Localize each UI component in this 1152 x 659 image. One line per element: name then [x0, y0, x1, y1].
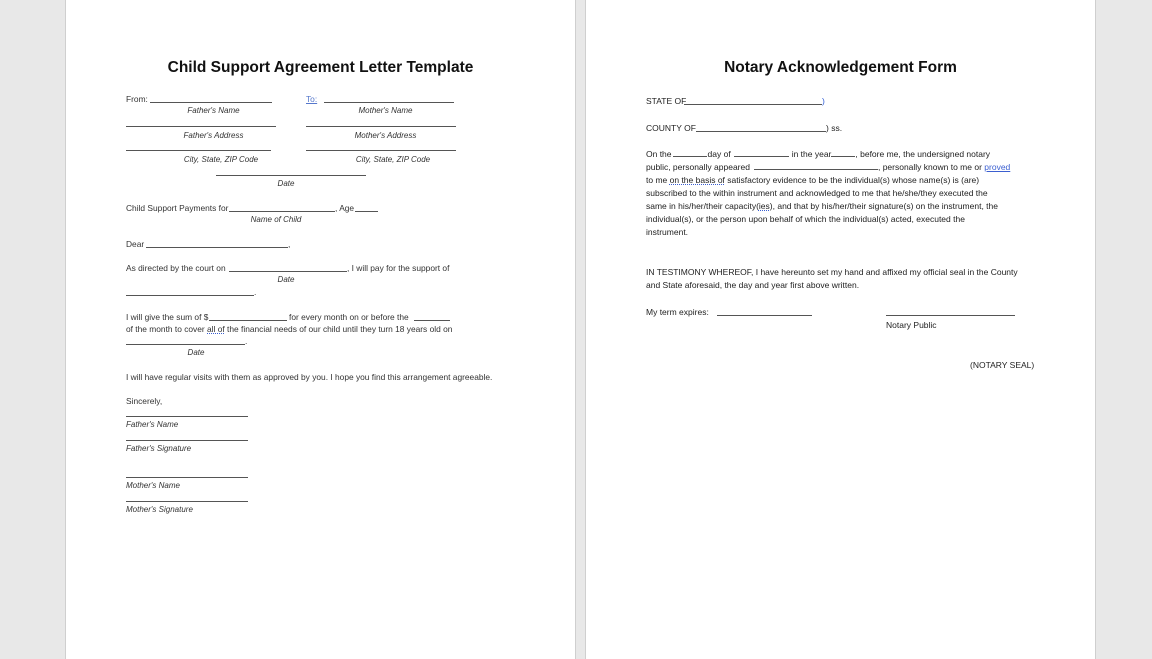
para1-line2: public, personally appeared , personally known to me or proved [646, 162, 1011, 172]
para1-line1: On the day of in the year , before me, the undersigned notary [646, 149, 991, 159]
father-signature-caption: Father's Signature [126, 444, 192, 453]
support-of-line [126, 295, 254, 296]
end-date-period: . [245, 336, 248, 346]
from-label: From: [126, 94, 148, 104]
para2-line1: IN TESTIMONY WHEREOF, I have hereunto set my hand and affixed my official seal in the County [646, 267, 1018, 277]
fathers-name-caption: Father's Name [187, 106, 240, 115]
father-signature-line [126, 440, 248, 441]
court-date-line [229, 271, 347, 272]
father-city-caption: City, State, ZIP Code [183, 155, 259, 164]
dear-comma: , [288, 239, 291, 249]
fathers-address-caption: Father's Address [183, 131, 244, 140]
mothers-address-caption: Mother's Address [354, 131, 417, 140]
give-sum-text: I will give the sum of $ [126, 312, 209, 322]
to-label: To: [306, 94, 318, 104]
directed-by-text: As directed by the court on [126, 263, 226, 273]
sincerely-text: Sincerely, [126, 396, 163, 406]
age-line [355, 211, 378, 212]
day-line [414, 320, 450, 321]
notary-signature-line [886, 315, 1015, 316]
term-expires-label: My term expires: [646, 307, 709, 317]
every-month-text: for every month on or before the [289, 312, 409, 322]
county-close: ) ss. [826, 123, 843, 133]
mother-city-caption: City, State, ZIP Code [355, 155, 431, 164]
para2-line2: and State aforesaid, the day and year first above written. [646, 280, 860, 290]
sum-line [209, 320, 287, 321]
para1-line4: subscribed to the within instrument and acknowledged to me that he/she/they executed the [646, 188, 988, 198]
father-name-sig-line [126, 416, 248, 417]
date-line [216, 175, 366, 176]
age-label: , Age [335, 203, 355, 213]
cover-needs-text: of the month to cover all of the financial needs of our child until they turn 18 years old on [126, 324, 453, 334]
notary-title: Notary Acknowledgement Form [724, 59, 957, 76]
para1-line7: instrument. [646, 227, 689, 237]
mother-name-sig-line [126, 477, 248, 478]
child-name-line [229, 211, 335, 212]
left-document-page [65, 0, 576, 659]
mother-signature-line [126, 501, 248, 502]
right-document-page [585, 0, 1096, 659]
father-city-line [126, 150, 271, 151]
will-pay-text: , I will pay for the support of [347, 263, 450, 273]
end-date-caption: Date [187, 348, 205, 357]
para1-line5: same in his/her/their capacity(ies), and that by his/her/their signature(s) on the instrument, the [646, 201, 998, 211]
county-line [696, 131, 826, 132]
mother-address-line [306, 126, 456, 127]
court-date-caption: Date [277, 275, 295, 284]
state-line [684, 104, 822, 105]
para1-line6: individual(s), or the person upon behalf of which the individual(s) acted, executed the [646, 214, 965, 224]
visits-text: I will have regular visits with them as approved by you. I hope you find this arrangement agreeable. [126, 372, 493, 382]
mothers-name-caption: Mother's Name [358, 106, 413, 115]
notary-public-label: Notary Public [886, 320, 937, 330]
father-address-line [126, 126, 276, 127]
term-expires-line [717, 315, 812, 316]
county-of-label: COUNTY OF [646, 123, 696, 133]
mother-city-line [306, 150, 456, 151]
support-period: . [254, 287, 257, 297]
payments-for-label: Child Support Payments for [126, 203, 229, 213]
dear-line [146, 247, 288, 248]
name-of-child-caption: Name of Child [250, 215, 302, 224]
end-date-line [126, 344, 245, 345]
state-of-label: STATE OF [646, 96, 687, 106]
mother-name-sig-caption: Mother's Name [126, 481, 180, 490]
notary-seal-label: (NOTARY SEAL) [970, 360, 1035, 370]
from-line [150, 102, 272, 103]
date-caption: Date [277, 179, 295, 188]
dear-label: Dear [126, 239, 145, 249]
para1-line3: to me on the basis of satisfactory evidence to be the individual(s) whose name(s) is (are) [646, 175, 980, 185]
state-close-paren: ) [822, 96, 825, 106]
father-name-sig-caption: Father's Name [126, 420, 179, 429]
mother-signature-caption: Mother's Signature [126, 505, 193, 514]
to-line [324, 102, 454, 103]
child-support-title: Child Support Agreement Letter Template [167, 59, 474, 76]
